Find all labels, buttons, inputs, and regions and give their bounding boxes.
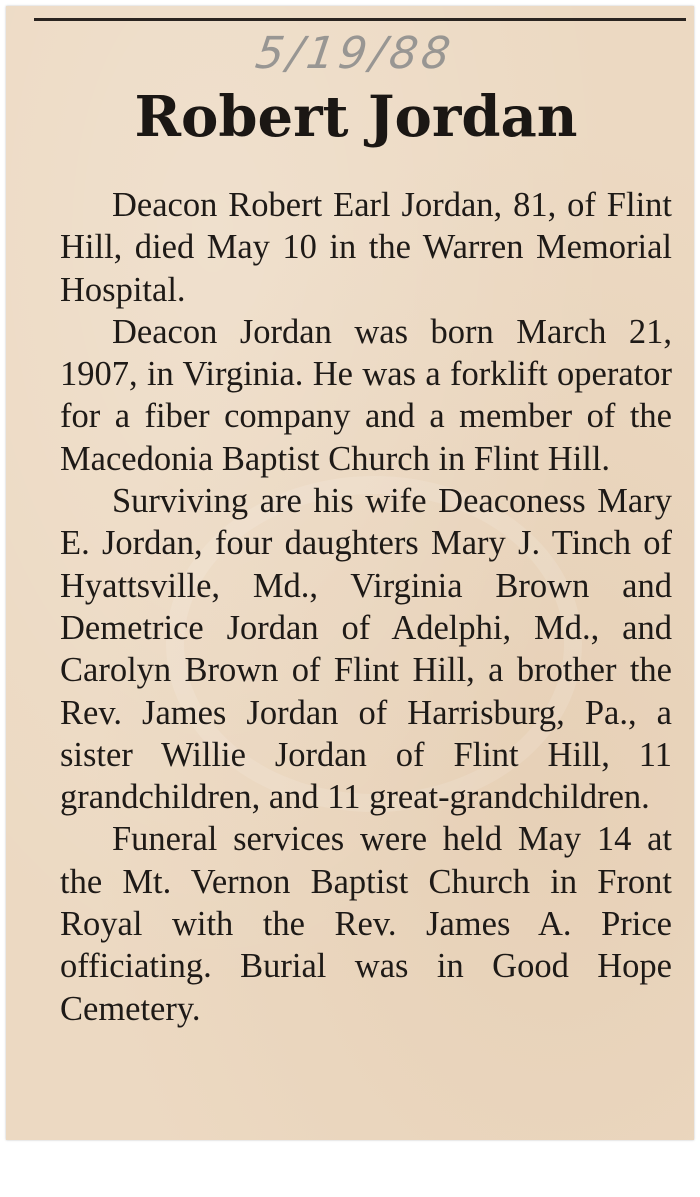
headline: Robert Jordan <box>134 84 578 150</box>
handwritten-date: 5/19/88 <box>252 28 458 79</box>
newspaper-clipping <box>6 6 694 1140</box>
paragraph-funeral: Funeral services were held May 14 at the Mt. Vernon Baptist Church in Front Royal with the Rev. James A. Price officiating. Burial was in Good Hope Cemetery. <box>60 820 672 1028</box>
obituary-body <box>60 184 672 1030</box>
top-rule <box>34 18 686 21</box>
paragraph-biography: Deacon Jordan was born March 21, 1907, in Virginia. He was a forklift operator for a fiber company and a member of the Macedonia Baptist Church in Flint Hill. <box>60 312 672 478</box>
paragraph-survivors: Surviving are his wife Deaconess Mary E. Jordan, four daughters Mary J. Tinch of Hyattsville, Md., Virginia Brown and Demetrice Jordan of Adelphi, Md., and Carolyn Brown of Flint Hill, a brother the Rev. James Jordan of Harrisburg, Pa., a sister Willie Jordan of Flint Hill, 11 grandchildren, and 11 great-grandchildren. <box>60 482 672 817</box>
paragraph-death-notice: Deacon Robert Earl Jordan, 81, of Flint Hill, died May 10 in the Warren Memorial Hospital. <box>60 186 672 309</box>
